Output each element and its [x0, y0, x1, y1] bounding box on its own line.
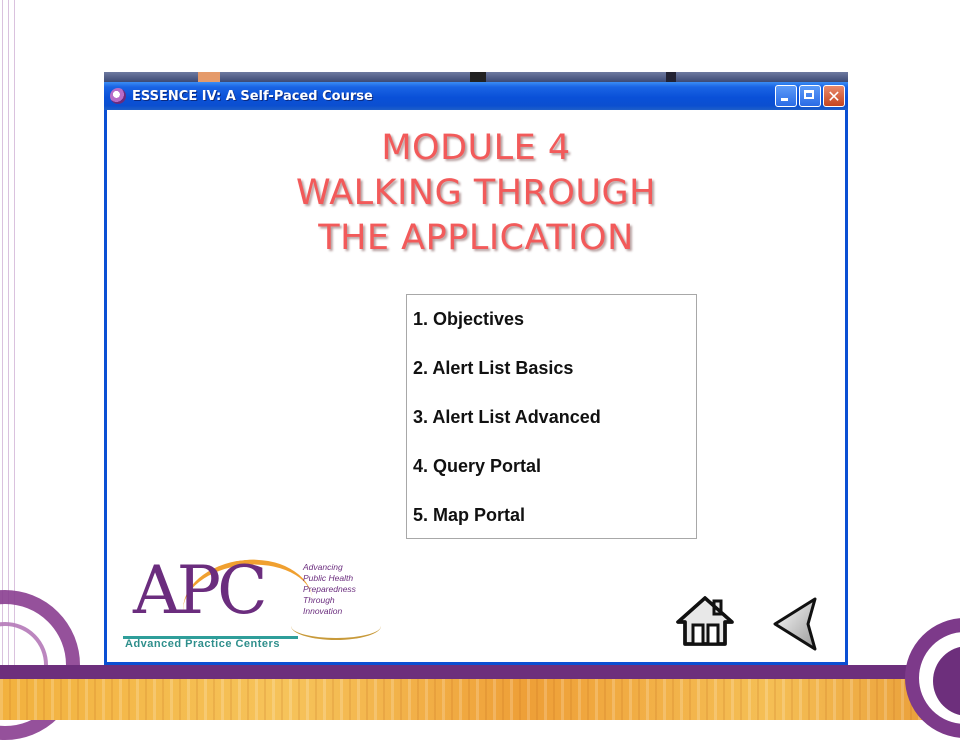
apc-logo: [121, 552, 381, 655]
home-icon: [678, 598, 732, 644]
decorative-circle-right: [905, 618, 960, 738]
window-titlebar[interactable]: [104, 82, 848, 110]
maximize-button[interactable]: [799, 85, 821, 107]
back-arrow-icon: [775, 599, 815, 649]
minimize-button[interactable]: [775, 85, 797, 107]
logo-tagline-line: Through: [303, 595, 335, 605]
menu-item-alert-list-advanced[interactable]: 3. Alert List Advanced: [413, 407, 601, 427]
logo-tagline: [303, 562, 356, 617]
app-icon: [110, 88, 126, 104]
app-window: [104, 82, 848, 665]
background-window-strip: [104, 72, 848, 82]
menu-item-map-portal[interactable]: 5. Map Portal: [413, 505, 526, 525]
home-button[interactable]: [676, 595, 734, 647]
module-title-line: THE APPLICATION: [318, 218, 634, 258]
menu-item-query-portal[interactable]: 4. Query Portal: [413, 456, 542, 476]
bottom-decorative-band: [0, 665, 960, 720]
logo-tagline-line: Innovation: [303, 606, 343, 616]
logo-tagline-line: Advancing: [303, 562, 343, 572]
back-button[interactable]: [771, 596, 821, 652]
logo-name: Advanced Practice Centers: [125, 638, 280, 650]
logo-mark: APC: [133, 552, 264, 629]
menu-item-alert-list-basics[interactable]: 2. Alert List Basics: [413, 358, 574, 378]
window-controls: [775, 85, 845, 107]
window-title: ESSENCE IV: A Self-Paced Course: [132, 88, 373, 104]
module-title-line: WALKING THROUGH: [296, 173, 656, 213]
module-menu: [406, 294, 697, 539]
module-title: [107, 126, 845, 261]
menu-item-objectives[interactable]: 1. Objectives: [413, 309, 525, 329]
logo-underline: [123, 622, 298, 639]
close-button[interactable]: [823, 85, 845, 107]
logo-tagline-line: Public Health: [303, 573, 354, 583]
module-title-line: MODULE 4: [381, 128, 571, 168]
close-icon: ✕: [827, 86, 841, 106]
logo-tagline-line: Preparedness: [303, 584, 356, 594]
